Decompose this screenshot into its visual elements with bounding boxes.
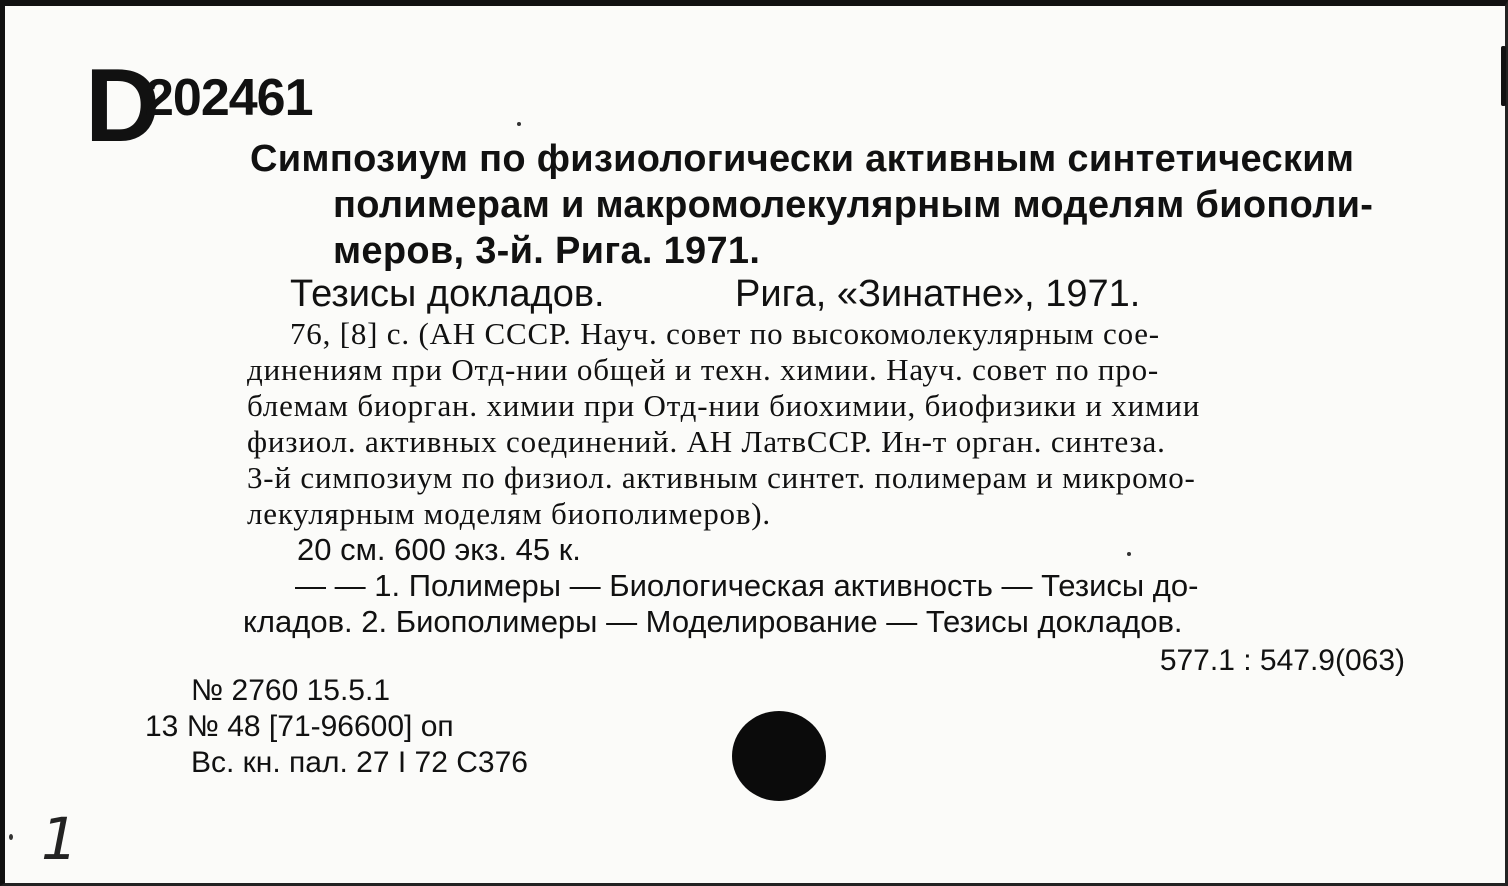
subject-line: кладов. 2. Биополимеры — Моделирование — Тезисы докладов. [243,604,1183,639]
ink-speck [517,122,521,126]
publication-label: Тезисы докладов. [290,273,605,315]
ink-speck [1127,552,1131,556]
ink-speck [9,834,13,840]
title-line-1: Симпозиум по физиологически активным синтетическим [250,138,1355,180]
description-line: 3-й симпозиум по физиол. активным синтет. полимерам и микромо- [247,460,1196,495]
description-line: блемам биорган. химии при Отд-нии биохимии, биофизики и химии [247,388,1201,423]
registry-line: Вс. кн. пал. 27 I 72 С376 [191,746,528,779]
udc-code: 577.1 : 547.9(063) [1159,644,1405,677]
registry-line: № 2760 15.5.1 [191,674,390,707]
inventory-letter: D [85,48,159,164]
description-line: физиол. активных соединений. АН ЛатвССР. Ин-т орган. синтеза. [247,424,1166,459]
description-line: динениям при Отд-нии общей и техн. химии. Науч. совет по про- [247,352,1160,387]
title-line-2: полимерам и макромолекулярным моделям биополи- [333,184,1374,226]
inventory-number: 202461 [145,69,313,127]
subject-line: — — 1. Полимеры — Биологическая активность — Тезисы до- [295,568,1199,603]
description-line: лекулярным моделям биополимеров). [247,496,771,531]
registry-line: 13 № 48 [71-96600] оп [145,710,454,743]
title-line-3: меров, 3-й. Рига. 1971. [333,230,761,272]
description-line: 76, [8] с. (АН СССР. Науч. совет по высокомолекулярным сое- [290,316,1160,351]
punch-hole-dot [732,711,826,801]
ink-speck [1501,46,1506,106]
publication-place: Рига, «Зинатне», 1971. [735,273,1141,315]
handwritten-mark: 1 [41,805,78,873]
format-line: 20 см. 600 экз. 45 к. [297,532,581,567]
